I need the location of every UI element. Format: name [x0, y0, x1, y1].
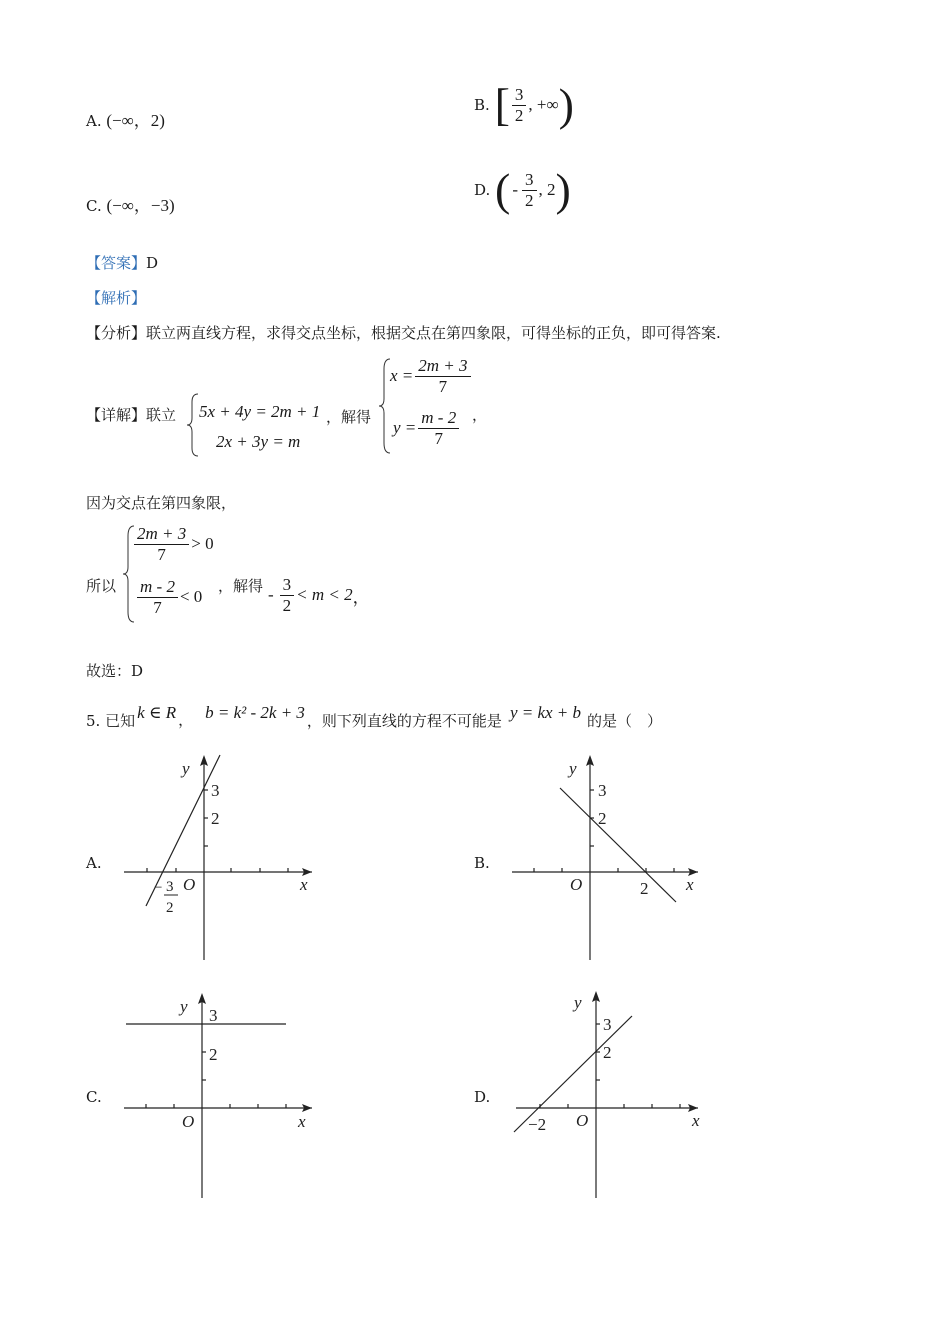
graph-a-x-den: 2 — [166, 900, 174, 916]
graph-c-tick-2: 2 — [209, 1045, 218, 1064]
guxuan-line: 故选：D — [86, 662, 144, 680]
graph-a-origin: O — [183, 875, 196, 894]
answer-value: D — [146, 254, 159, 272]
solution-x-den: 7 — [438, 376, 448, 396]
q5-number: 5. 已知 — [86, 712, 136, 730]
system-eq2: 2x + 3y = m — [216, 432, 301, 451]
graph-b — [508, 752, 708, 964]
option-c — [86, 191, 175, 216]
option-c-label: C. — [86, 197, 102, 215]
option-b-num: 3 — [512, 85, 527, 106]
option-b-label: B. — [474, 96, 490, 114]
graph-a-x-num: 3 — [166, 879, 174, 895]
suoyi-sep: ，解得 — [218, 577, 264, 595]
fenxi-line: 【分析】联立两直线方程，求得交点坐标，根据交点在第四象限，可得坐标的正负，即可得答案. — [86, 324, 721, 342]
graph-b-x-2: 2 — [640, 879, 649, 898]
option-a — [86, 106, 165, 131]
option-b-den: 2 — [514, 105, 524, 125]
system-eq1: 5x + 4y = 2m + 1 — [199, 402, 321, 421]
q5-cond2: b = k² - 2k + 3 — [205, 702, 305, 722]
graph-d — [508, 988, 708, 1202]
graph-c-origin: O — [182, 1112, 195, 1131]
graph-c-tick-3: 3 — [209, 1006, 218, 1025]
option-a-label: A. — [86, 112, 102, 130]
graph-d-x-m2: −2 — [528, 1115, 547, 1134]
option-d-num: 3 — [522, 170, 537, 191]
inequality-1-den: 7 — [157, 544, 166, 564]
q5-line — [86, 694, 662, 731]
system-brace — [186, 392, 200, 462]
graph-b-y-label: y — [569, 759, 577, 778]
analysis-tag: 解析 — [101, 289, 132, 307]
because-line: 因为交点在第四象限， — [86, 494, 237, 512]
xiangjie-end: ， — [472, 406, 488, 424]
inequality-1-rel: > 0 — [191, 534, 214, 554]
graph-d-origin: O — [576, 1111, 589, 1130]
graph-a-y-label: y — [182, 759, 190, 778]
inequality-2-den: 7 — [153, 597, 162, 617]
graph-a-x-label: x — [300, 875, 308, 894]
q5-text-end: 的是（ ） — [587, 712, 663, 730]
result-minus: - — [268, 585, 274, 605]
solution-y — [393, 408, 461, 448]
inequality-1 — [132, 524, 214, 564]
graph-a-tick-2: 2 — [211, 809, 220, 828]
graph-b-x-label: x — [686, 875, 694, 894]
graph-b-label: B. — [474, 854, 490, 872]
graph-c-x-label: x — [298, 1112, 306, 1131]
option-d-minus: - — [512, 180, 519, 199]
answer-line: 【答案】D — [86, 254, 159, 272]
graph-d-y-label: y — [574, 993, 582, 1012]
solution-y-num: m - 2 — [418, 408, 459, 429]
solution-x-lhs: x = — [390, 366, 414, 386]
graph-a-tick-3: 3 — [211, 781, 220, 800]
option-a-text: (−∞，2) — [106, 111, 165, 130]
suoyi-end: ， — [352, 587, 370, 607]
result-rest: < m < 2 — [296, 585, 353, 605]
fenxi-tag: 分析 — [101, 324, 132, 342]
fenxi-text: 联立两直线方程，求得交点坐标，根据交点在第四象限，可得坐标的正负，即可得答案. — [146, 324, 721, 342]
result-den: 2 — [282, 595, 292, 615]
suoyi-result — [268, 575, 370, 615]
result-num: 3 — [280, 575, 295, 596]
option-d — [474, 164, 571, 215]
inequality-2-num: m - 2 — [137, 577, 178, 598]
option-d-rest: , 2 — [538, 180, 556, 199]
graph-c-label: C. — [86, 1088, 102, 1106]
graph-d-tick-2: 2 — [603, 1043, 612, 1062]
option-b-expr: [ $\frac{3}{2}$ , +∞ ) — [494, 79, 574, 130]
solution-y-den: 7 — [434, 428, 443, 448]
q5-comma: ， — [178, 711, 194, 729]
graph-c-y-label: y — [180, 997, 188, 1016]
option-d-label: D. — [474, 181, 491, 199]
q5-text-mid: ，则下列直线的方程不可能是 — [306, 712, 502, 730]
xiangjie-tag: 详解 — [101, 406, 132, 424]
graph-b-origin: O — [570, 875, 583, 894]
graph-b-tick-3: 3 — [598, 781, 607, 800]
graph-a-x-minus: − — [154, 880, 163, 896]
solution-y-lhs: y = — [393, 418, 417, 438]
solution-x-num: 2m + 3 — [415, 356, 470, 377]
xiangjie-sep: ，解得 — [326, 408, 372, 426]
answer-tag: 答案 — [101, 254, 132, 272]
graph-c — [120, 990, 320, 1202]
analysis-line: 【解析】 — [86, 289, 147, 307]
option-d-den: 2 — [525, 190, 534, 210]
q5-eq: y = kx + b — [509, 702, 582, 722]
inequality-2 — [135, 577, 202, 617]
xiangjie-line: 【详解】联立 — [86, 406, 177, 424]
graph-d-tick-3: 3 — [603, 1015, 612, 1034]
option-b-rest: , +∞ — [528, 95, 559, 114]
q5-cond1: k ∈ R — [137, 702, 177, 722]
graph-a — [120, 752, 320, 964]
solution-x — [390, 356, 473, 396]
option-d-expr: ( - $\frac{3}{2}$ , 2 ) — [495, 164, 571, 215]
graph-d-x-label: x — [692, 1111, 700, 1130]
graph-d-label: D. — [474, 1088, 491, 1106]
left-brace-icon — [186, 392, 200, 458]
suoyi-label: 所以 — [86, 577, 117, 595]
option-b — [474, 79, 574, 130]
graph-a-label: A. — [86, 854, 102, 872]
inequality-2-rel: < 0 — [179, 587, 203, 607]
xiangjie-lianli: 联立 — [146, 406, 177, 424]
inequality-1-num: 2m + 3 — [134, 524, 189, 545]
graph-b-tick-2: 2 — [598, 809, 607, 828]
option-c-text: (−∞，−3) — [106, 196, 175, 215]
